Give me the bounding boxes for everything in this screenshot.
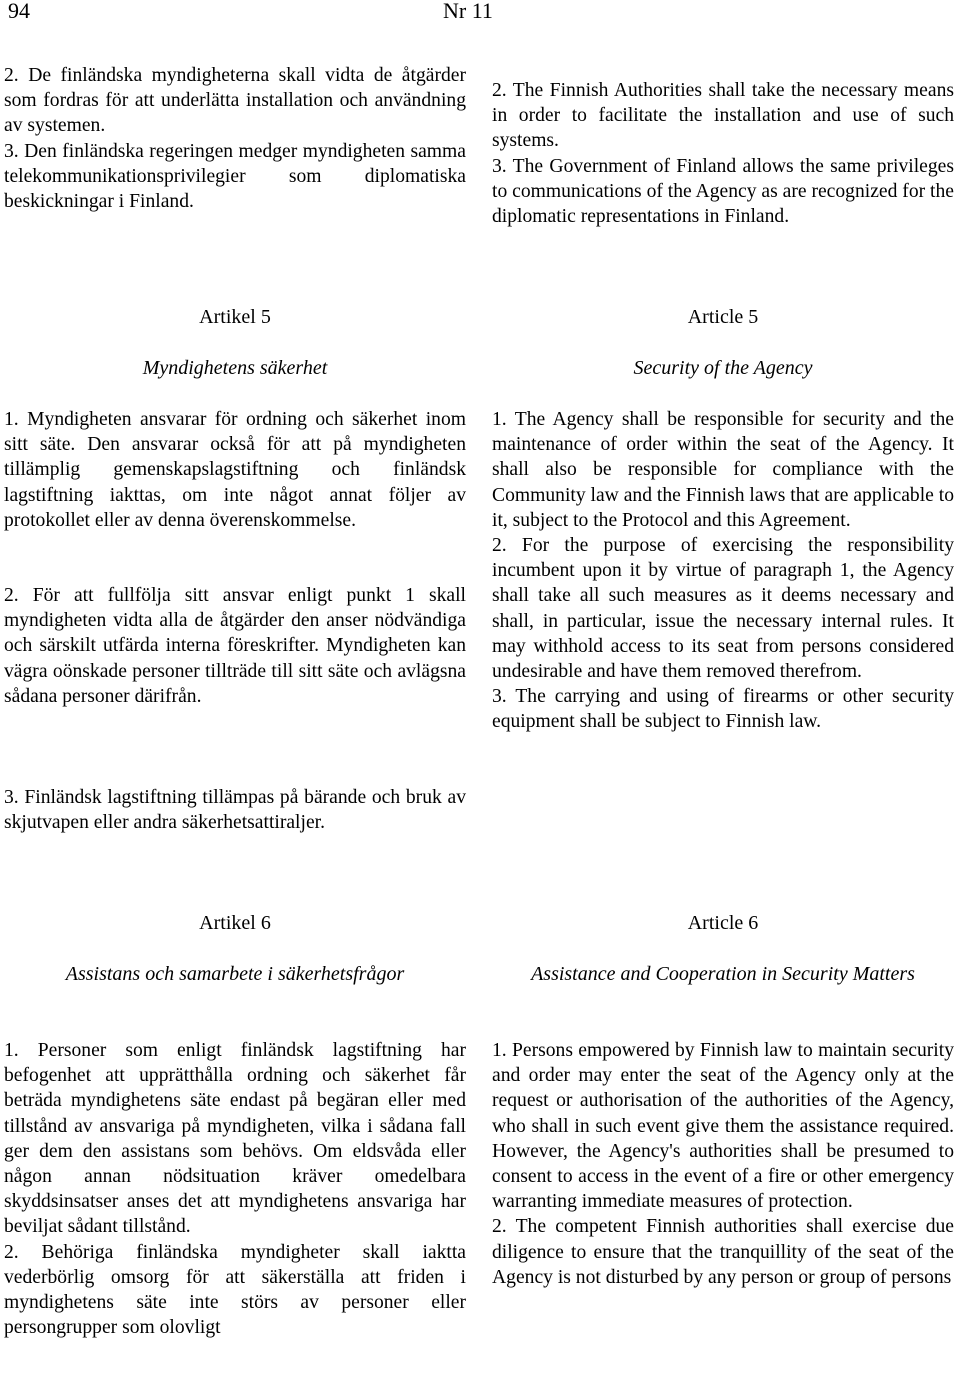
paragraph-sv-a6-2: 2. Behöriga finländska myndigheter skall iaktta vederbörlig omsorg för att säkerställa att friden i myndighetens säte inte störs av personer eller persongrupper som olovligt	[4, 1241, 466, 1339]
top-section-swedish	[4, 63, 466, 214]
article-6-swedish	[4, 1038, 466, 1340]
article-6-subheading-en: Assistance and Cooperation in Security Matters	[531, 963, 915, 985]
article-6-heading-en: Article 6	[687, 912, 759, 934]
article-5-sv-p2-block	[4, 583, 466, 709]
issue-number: Nr 11	[443, 0, 493, 23]
article-5-sv-p3-block	[4, 785, 466, 835]
article-5-subheading-sv: Myndighetens säkerhet	[142, 357, 328, 379]
article-5-heading-en: Article 5	[687, 306, 759, 328]
paragraph-sv-a5-2: 2. För att fullfölja sitt ansvar enligt punkt 1 skall myndigheten vidta alla de åtgärder den anser nödvändiga och särskilt utfärda interna föreskrifter. Myndigheten kan vägra oönskade personer tillträde till sitt säte och avlägsna sådana personer därifrån.	[4, 585, 466, 707]
paragraph-en-a5-1: 1. The Agency shall be responsible for security and the maintenance of order within the seat of the Agency. It shall also be responsible for compliance with the Community law and the Finnish laws that are applicable to it, subject to the Protocol and this Agreement.	[492, 409, 954, 531]
paragraph-sv-a6-1: 1. Personer som enligt finländsk lagstiftning har befogenhet att upprätthålla ordning och säkerhet får beträda myndighetens säte endast på begäran eller med tillstånd av ansvariga på myndigheten, vilka i sådana fall ger dem den assistans som behövs. Om eldsvåda eller någon annan nödsituation kräver omedelbara skyddsinsatser anses det att myndighetens ansvariga har beviljat sådant tillstånd.	[4, 1040, 466, 1238]
paragraph-en-top-2: 2. The Finnish Authorities shall take the necessary means in order to facilitate the installation and use of such systems.	[492, 80, 954, 152]
paragraph-en-a6-1: 1. Persons empowered by Finnish law to maintain security and order may enter the seat of the Agency only at the request or authorisation of the authorities of the Agency, who shall in such event give them the assistance required. However, the Agency's authorities shall be presumed to consent to access in the event of a fire or other emergency warranting immediate measures of protection.	[492, 1040, 954, 1213]
paragraph-en-a5-3: 3. The carrying and using of firearms or other security equipment shall be subject to Finnish law.	[492, 686, 954, 733]
paragraph-en-a5-2: 2. For the purpose of exercising the responsibility incumbent upon it by virtue of paragraph 1, the Agency shall take all such measures as it deems necessary and shall, in particular, issue the necessary internal rules. It may withhold access to its seat from persons considered undesirable and have them removed therefrom.	[492, 535, 954, 683]
top-section-english	[492, 78, 954, 229]
page-number: 94	[8, 0, 30, 23]
article-5-heading-sv: Artikel 5	[199, 306, 271, 328]
paragraph-sv-a5-1: 1. Myndigheten ansvarar för ordning och säkerhet inom sitt säte. Den ansvarar också för att på myndigheten tillämplig gemenskapslagstiftning och finländsk lagstiftning iakttas, om inte något annat följer av protokollet eller av denna överenskommelse.	[4, 409, 466, 531]
article-5-subheading-en: Security of the Agency	[633, 357, 813, 379]
paragraph-sv-top-3: 3. Den finländska regeringen medger myndigheten samma telekommunikationsprivilegier som diplomatiska beskickningar i Finland.	[4, 140, 466, 213]
paragraph-sv-a5-3: 3. Finländsk lagstiftning tillämpas på bärande och bruk av skjutvapen eller andra säkerhetsattiraljer.	[4, 787, 466, 834]
paragraph-en-a6-2: 2. The competent Finnish authorities shall exercise due diligence to ensure that the tranquillity of the seat of the Agency is not disturbed by any person or group of persons	[492, 1216, 954, 1288]
article-6-english	[492, 1038, 954, 1290]
article-5-english	[492, 407, 954, 735]
article-5-sv-p1-block	[4, 407, 466, 533]
page-header	[0, 0, 960, 40]
paragraph-sv-top-2: 2. De finländska myndigheterna skall vidta de åtgärder som fordras för att underlätta installation och användning av systemen.	[4, 65, 466, 137]
article-6-heading-sv: Artikel 6	[199, 912, 271, 934]
article-6-subheading-sv: Assistans och samarbete i säkerhetsfrågor	[65, 963, 405, 985]
paragraph-en-top-3: 3. The Government of Finland allows the same privileges to communications of the Agency as are recognized for the diplomatic representations in Finland.	[492, 155, 954, 228]
